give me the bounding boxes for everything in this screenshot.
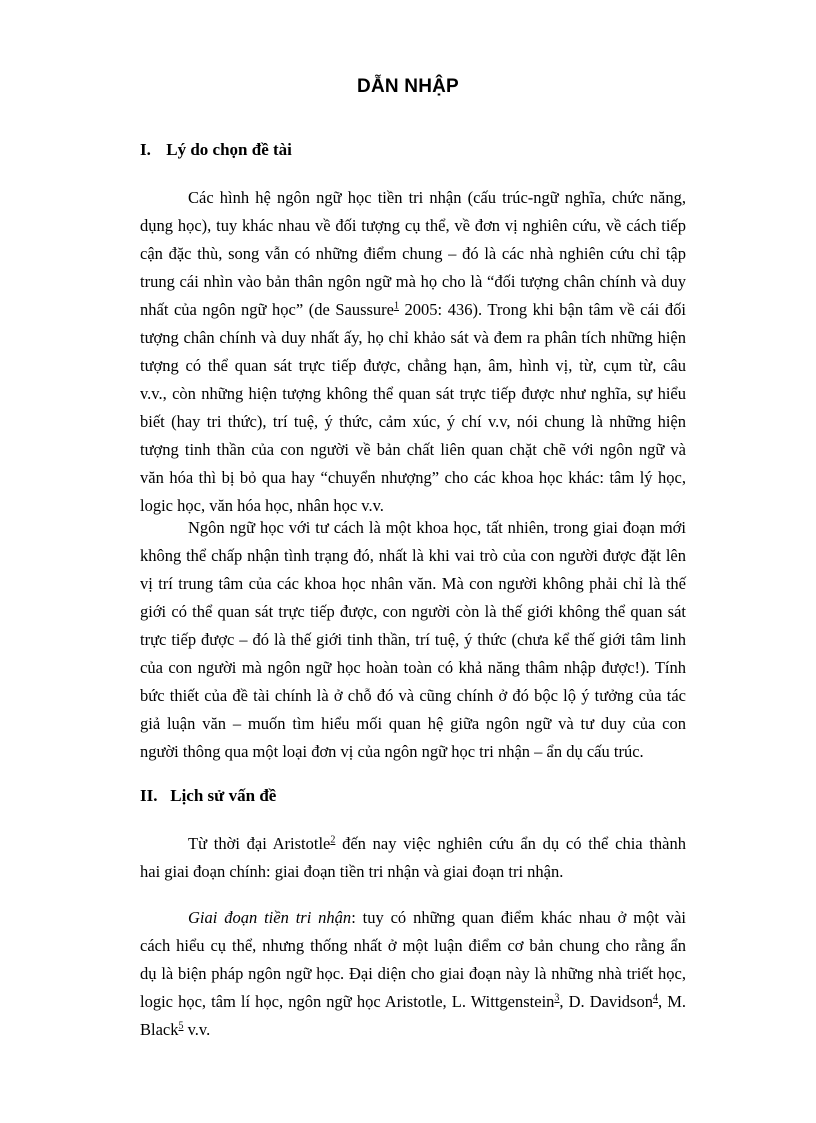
text-line: văn hóa thì bị bỏ qua hay “chuyển nhượng” cho các khoa học khác: tâm lý học, <box>140 468 686 487</box>
italic-term: Giai đoạn tiền tri nhận <box>188 908 352 927</box>
text-line: tượng chân chính và duy nhất ấy, họ chỉ khảo sát và đem ra phân tích những hiện <box>140 328 686 347</box>
section-title: Lý do chọn đề tài <box>166 140 292 159</box>
section-heading-1 <box>140 140 292 160</box>
text-line: cách hiểu cụ thể, nhưng thống nhất ở một luận điểm cơ bản chung cho rằng ẩn <box>140 936 686 955</box>
paragraph <box>140 184 686 520</box>
text-line: giới có thể quan sát trực tiếp được, con người còn là thế giới không thể quan sát <box>140 602 686 621</box>
footnote-ref[interactable]: 1 <box>394 300 399 312</box>
footnote-ref[interactable]: 2 <box>330 834 336 846</box>
footnote-ref[interactable]: 3 <box>554 992 560 1004</box>
section-heading-2 <box>140 786 276 806</box>
text-line: bức thiết của đề tài chính là ở chỗ đó và cũng chính ở đó bộc lộ ý tưởng của tác <box>140 686 686 705</box>
section-title: Lịch sử vấn đề <box>170 786 277 805</box>
text-fragment: đến nay việc nghiên cứu ẩn dụ có thể chia thành <box>335 834 686 853</box>
text-line: giả luận văn – muốn tìm hiểu mối quan hệ giữa ngôn ngữ và tư duy của con <box>140 714 686 733</box>
text-fragment: , D. Davidson <box>559 992 653 1011</box>
text-fragment: : tuy có những quan điểm khác nhau ở một vài <box>351 908 686 927</box>
text-line <box>140 988 686 1016</box>
text-line: không thể chấp nhận tình trạng đó, nhất là khi vai trò của con người được đặt lên <box>140 546 686 565</box>
text-line: của con người mà ngôn ngữ học hoàn toàn có khả năng thâm nhập được!). Tính <box>140 658 686 677</box>
paragraph <box>140 514 686 766</box>
section-number: I. <box>140 140 151 159</box>
text-line <box>140 904 686 932</box>
paragraph <box>140 830 686 886</box>
text-fragment: Black <box>140 1020 179 1039</box>
text-line: cận đặc thù, song vẫn có những điểm chung – đó là các nhà nghiên cứu chỉ tập <box>140 244 686 263</box>
text-line: dụng học), tuy khác nhau về đối tượng cụ thể, về đơn vị nghiên cứu, về cách tiếp <box>140 216 686 235</box>
text-line: biết (hay tri thức), trí tuệ, ý thức, cảm xúc, ý chí v.v, nói chung là những hiện <box>140 412 686 431</box>
text-fragment: 2005: 436). Trong khi bận tâm về cái đối <box>399 300 686 319</box>
text-line: vị trí trung tâm của các khoa học nhân văn. Mà con người không phải chỉ là thế <box>140 574 686 593</box>
footnote-ref[interactable]: 5 <box>178 1020 184 1032</box>
text-fragment: , M. <box>657 992 686 1011</box>
text-line: dụ là biện pháp ngôn ngữ học. Đại diện cho giai đoạn này là những nhà triết học, <box>140 964 686 983</box>
text-line <box>140 296 686 324</box>
footnote-ref[interactable]: 4 <box>652 992 658 1004</box>
paragraph <box>140 904 686 1044</box>
text-line: người thông qua một loại đơn vị của ngôn ngữ học tri nhận – ẩn dụ cấu trúc. <box>140 742 644 761</box>
page-title: DẪN NHẬP <box>357 76 459 97</box>
text-line: v.v., còn những hiện tượng không thể quan sát trực tiếp được như nghĩa, sự hiểu <box>140 384 686 403</box>
text-line <box>140 1016 686 1044</box>
text-line: trực tiếp được – đó là thế giới tinh thần, trí tuệ, ý thức (chưa kể thế giới tâm linh <box>140 630 686 649</box>
text-fragment: v.v. <box>183 1020 211 1039</box>
text-fragment: nhất của ngôn ngữ học” (de Saussure <box>140 300 394 319</box>
text-line: Các hình hệ ngôn ngữ học tiền tri nhận (cấu trúc-ngữ nghĩa, chức năng, <box>188 188 686 207</box>
text-fragment: Từ thời đại Aristotle <box>188 834 331 853</box>
text-line: tượng có thể quan sát trực tiếp được, chẳng hạn, âm, hình vị, từ, cụm từ, câu <box>140 356 686 375</box>
text-line: hai giai đoạn chính: giai đoạn tiền tri nhận và giai đoạn tri nhận. <box>140 862 564 881</box>
text-line: trung cái nhìn vào bản thân ngôn ngữ mà họ cho là “đối tượng chân chính và duy <box>140 272 686 291</box>
text-line: logic học, văn hóa học, nhân học v.v. <box>140 496 384 515</box>
text-line: tượng tinh thần của con người về bản chất liên quan chặt chẽ với ngôn ngữ và <box>140 440 686 459</box>
section-number: II. <box>140 786 158 805</box>
text-line: Ngôn ngữ học với tư cách là một khoa học, tất nhiên, trong giai đoạn mới <box>188 518 686 537</box>
text-line <box>140 830 686 858</box>
text-fragment: logic học, tâm lí học, ngôn ngữ học Aristotle, L. Wittgenstein <box>140 992 555 1011</box>
